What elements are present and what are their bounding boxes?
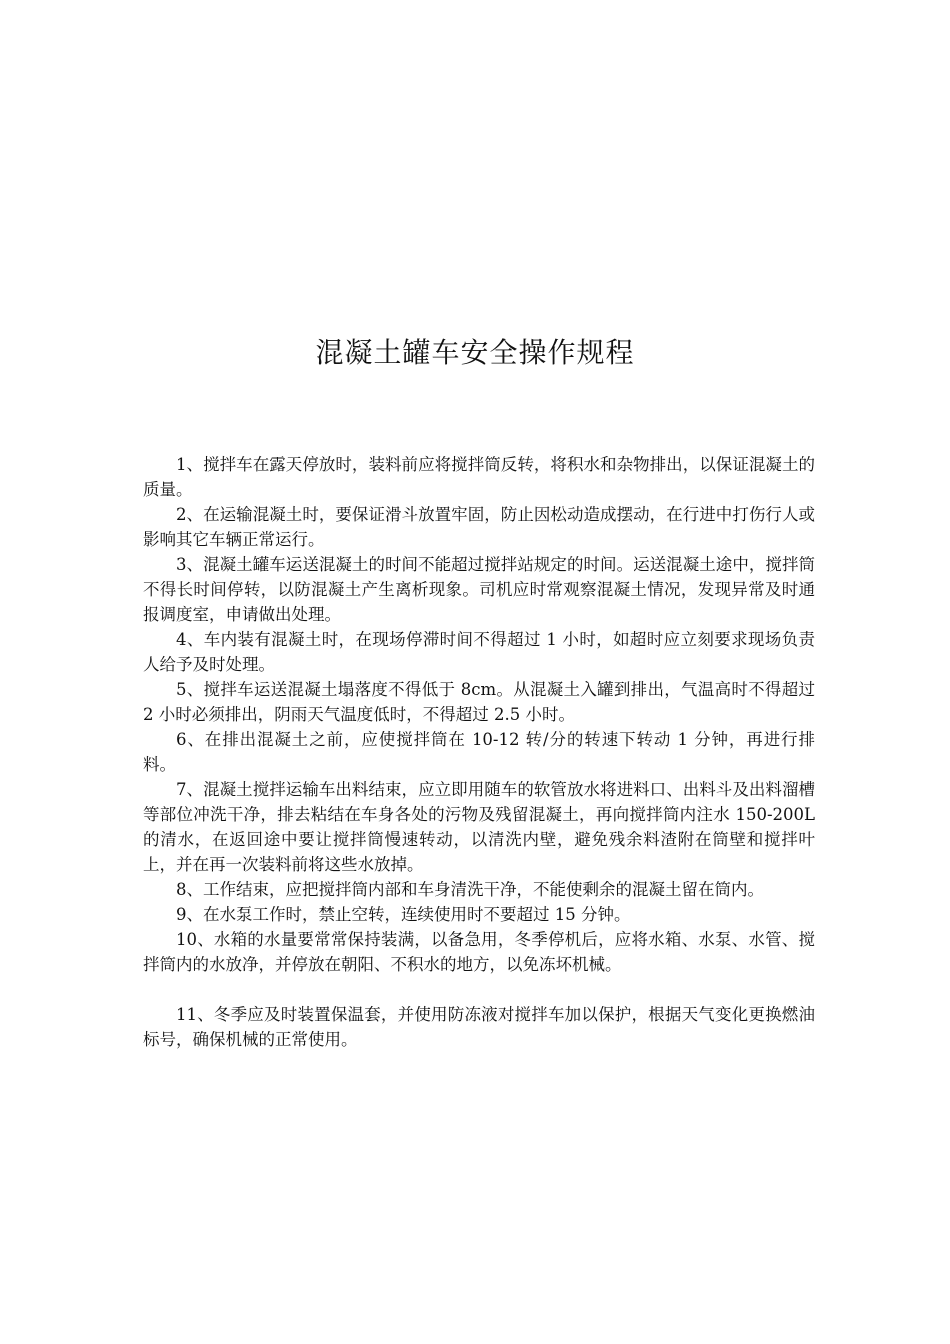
document-title: 混凝土罐车安全操作规程 [315,336,635,369]
paragraph-2: 2、在运输混凝土时，要保证滑斗放置牢固，防止因松动造成摆动，在行进中打伤行人或影响其它车辆正常运行。 [143,505,815,549]
paragraph-10: 10、水箱的水量要常常保持装满，以备急用，冬季停机后，应将水箱、水泵、水管、搅拌筒内的水放净，并停放在朝阳、不积水的地方，以免冻坏机械。 [143,930,815,974]
paragraph-9: 9、在水泵工作时，禁止空转，连续使用时不要超过 15 分钟。 [176,905,631,924]
paragraph-5: 5、搅拌车运送混凝土塌落度不得低于 8cm。从混凝土入罐到排出，气温高时不得超过 2 小时必须排出，阴雨天气温度低时，不得超过 2.5 小时。 [143,680,815,724]
paragraph-1: 1、搅拌车在露天停放时，装料前应将搅拌筒反转，将积水和杂物排出，以保证混凝土的质量。 [143,455,815,499]
paragraph-7: 7、混凝土搅拌运输车出料结束，应立即用随车的软管放水将进料口、出料斗及出料溜槽等部位冲洗干净，排去粘结在车身各处的污物及残留混凝土，再向搅拌筒内注水 150-200L 的清水，在返回途中要让搅拌筒慢速转动，以清洗内壁，避免残余料渣附在筒壁和搅拌叶上，并在再一次装料前将这些水放掉。 [143,780,815,874]
paragraph-6: 6、在排出混凝土之前，应使搅拌筒在 10-12 转/分的转速下转动 1 分钟，再进行排料。 [143,730,815,774]
paragraph-11: 11、冬季应及时装置保温套，并使用防冻液对搅拌车加以保护，根据天气变化更换燃油标号，确保机械的正常使用。 [143,1005,815,1049]
paragraph-8: 8、工作结束，应把搅拌筒内部和车身清洗干净，不能使剩余的混凝土留在筒内。 [176,880,764,899]
paragraph-3: 3、混凝土罐车运送混凝土的时间不能超过搅拌站规定的时间。运送混凝土途中，搅拌筒不得长时间停转，以防混凝土产生离析现象。司机应时常观察混凝土情况，发现异常及时通报调度室，申请做出处理。 [143,555,815,624]
paragraph-4: 4、车内装有混凝土时，在现场停滞时间不得超过 1 小时，如超时应立刻要求现场负责人给予及时处理。 [143,630,815,674]
document-body [143,452,815,1052]
